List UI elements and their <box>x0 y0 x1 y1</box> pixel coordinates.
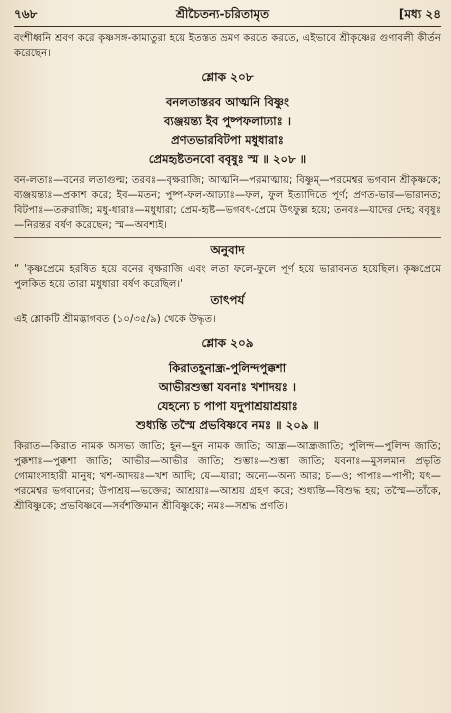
section-label: [মধ্য ২৪ <box>398 7 441 21</box>
sloka-208-line: ব্যঞ্জয়ন্ত্য ইব পুষ্পফলাঢ্যাঃ । <box>163 114 292 128</box>
sloka-209-line: শুধ্যন্তি তস্মৈ প্রভবিষ্ণবে নমঃ ॥ ২০৯ ॥ <box>136 418 319 432</box>
sloka-208-line: প্রণতভারবিটপা মধুধারাঃ <box>171 133 284 147</box>
word-meaning-209: কিরাত—কিরাত নামক অসভ্য জাতি; হূন—হূন নামক জাতি; আন্ধ্র—আন্ধ্রজাতি; পুলিন্দ—পুলিন্দ জাতি; পুক্কশাঃ—পুক্কশা জাতি; আভীর—আভীর জাতি; শুম্ভাঃ—শুম্ভা জাতি; যবনাঃ—মুসলমান প্রভৃতি গোমাংসাহারী মানুষ; খশ-আদয়ঃ—খশ আদি; যে—যারা; অন্যে—অন্য আর; চ—ও; পাপাঃ—পাপী; যৎ—পরমেশ্বর ভগবানের; উপাশ্রয়—ভক্তের; আশ্রয়াঃ—আশ্রয় গ্রহণ করে; শুধ্যন্তি—বিশুদ্ধ হয়; তস্মৈ—তাঁকে, শ্রীবিষ্ণুকে; প্রভবিষ্ণবে—সর্বশক্তিমান শ্রীবিষ্ণুকে; নমঃ—সশ্রদ্ধ প্রণতি। <box>14 441 441 512</box>
sloka-208-line: প্রেমহৃষ্টতনবো ববৃষুঃ স্ম ॥ ২০৮ ॥ <box>148 152 307 166</box>
word-meaning-208: বন-লতাঃ—বনের লতাগুল্ম; তরবঃ—বৃক্ষরাজি; আত্মনি—পরমাত্মায়; বিষ্ণুম্—পরমেশ্বর ভগবান শ্রীকৃষ্ণকে; ব্যঞ্জয়ন্ত্যঃ—প্রকাশ করে; ইব—মতন; পুষ্প-ফল-আঢ্যাঃ—ফল, ফুল ইত্যাদিতে পূর্ণ; প্রণত-ভার—ভারানত; বিটপাঃ—তরুরাজি; মধু-ধারাঃ—মধুধারা; প্রেম-হৃষ্ট—ভগবৎ-প্রেমে উৎফুল্ল হয়ে; তনবঃ—যাদের দেহ; ববৃষুঃ—নিরন্তর বর্ষণ করেছেন; স্ম—অবশ্যই। <box>14 175 441 231</box>
purport-text: এই শ্লোকটি শ্রীমদ্ভাগবত (১০/৩৫/৯) থেকে উদ্ধৃত। <box>14 314 216 325</box>
translation-heading: অনুবাদ <box>210 243 245 257</box>
sloka-209-heading: শ্লোক ২০৯ <box>201 336 254 350</box>
page-header <box>14 6 441 24</box>
sloka-208-line: বনলতাস্তরব আত্মনি বিষ্ণুং <box>165 95 290 109</box>
divider <box>14 237 441 238</box>
sloka-208-heading: শ্লোক ২০৮ <box>201 70 254 84</box>
intro-paragraph: বংশীধ্বনি শ্রবণ করে কৃষ্ণসঙ্গ-কামাতুরা হয়ে ইতস্তত ভ্রমণ করতে করতে, এইভাবে শ্রীকৃষ্ণের গুণাবলী কীর্তন করেছেন। <box>14 33 441 59</box>
page-number: ৭৬৮ <box>14 7 38 21</box>
sloka-209-line: যেহন্যে চ পাপা যদুপাশ্রয়াশ্রয়াঃ <box>157 399 298 413</box>
book-title: শ্রীচৈতন্য-চরিতামৃত <box>175 7 270 21</box>
sloka-209-line: আভীরশুম্ভা যবনাঃ খশাদয়ঃ । <box>158 380 297 394</box>
header-rule <box>14 26 441 27</box>
translation-text: “ 'কৃষ্ণপ্রেমে হরষিত হয়ে বনের বৃক্ষরাজি এবং লতা ফলে-ফুলে পূর্ণ হয়ে ভারাবনত হয়েছিল। কৃষ্ণপ্রেমে পুলকিত হয়ে তারা মধুধারা বর্ষণ করেছিল।' <box>14 264 441 290</box>
purport-heading: তাৎপর্য <box>210 293 245 307</box>
sloka-209-line: কিরাতহূনান্ধ্র-পুলিন্দপুক্কশা <box>168 361 287 375</box>
